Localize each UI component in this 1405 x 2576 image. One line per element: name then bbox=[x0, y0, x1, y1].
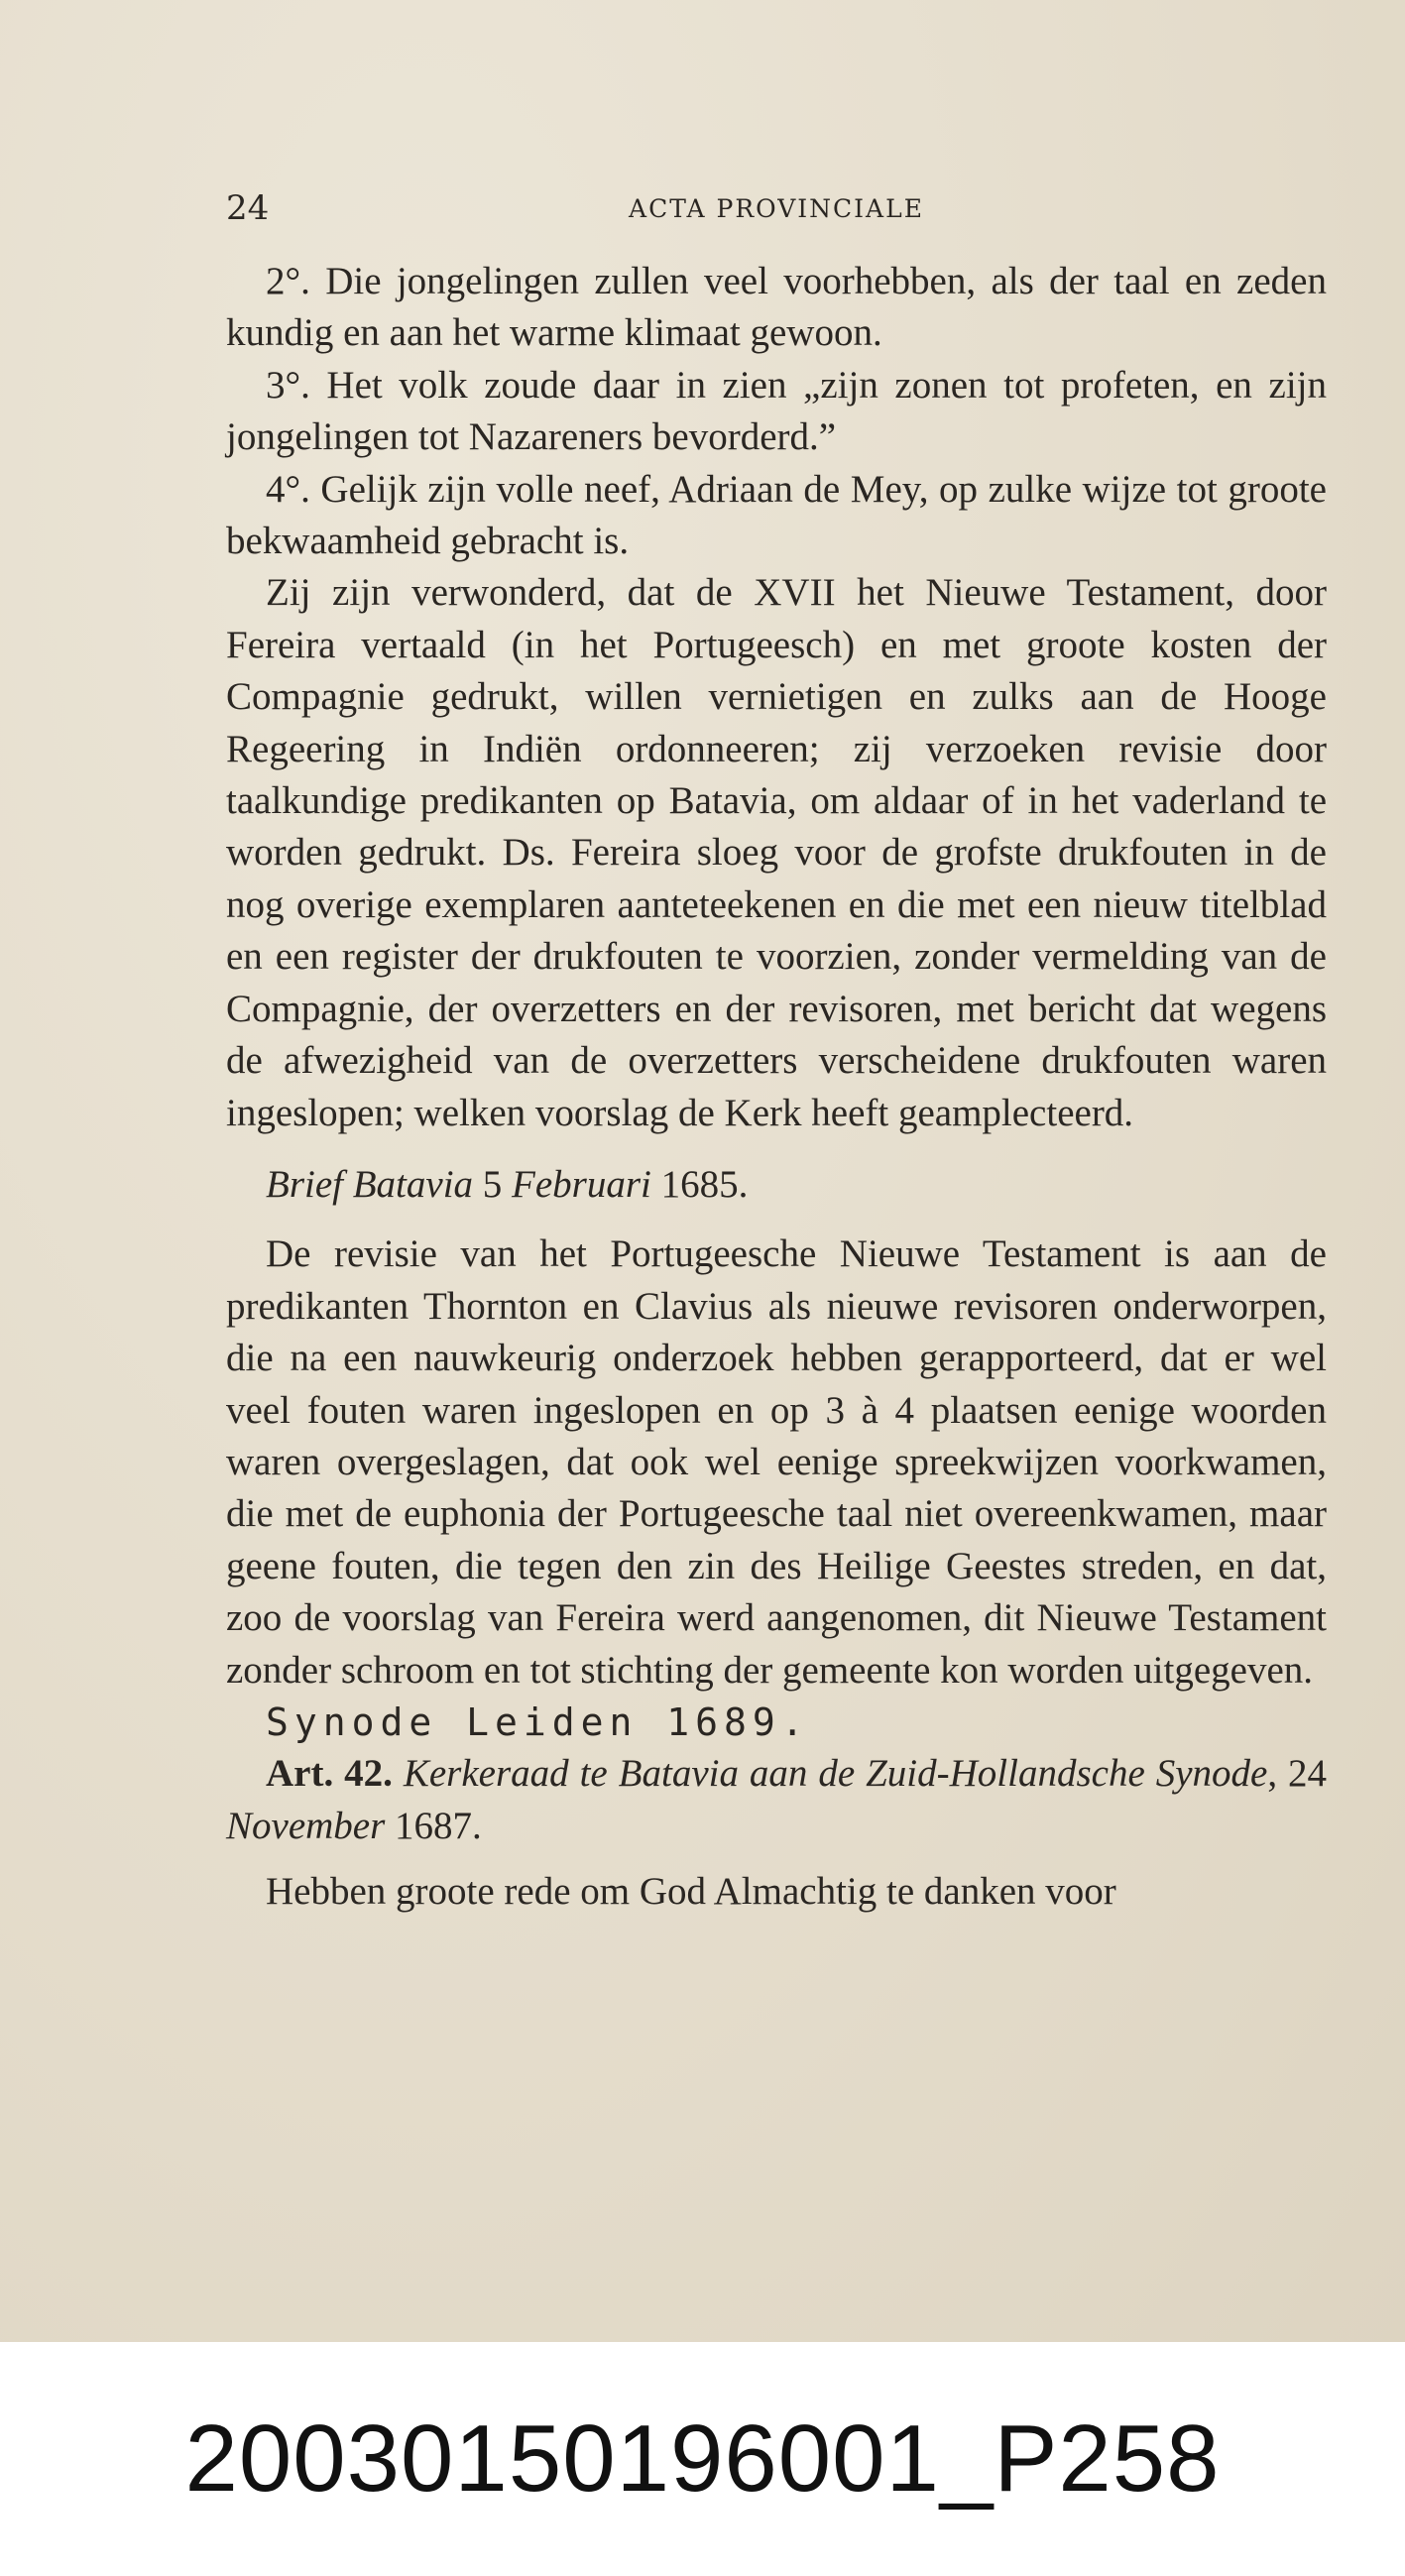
running-head bbox=[226, 188, 1327, 238]
letter-month: Februari bbox=[512, 1162, 651, 1206]
letter-day: 5 bbox=[473, 1162, 513, 1206]
scan-id-label: 20030150196001_P258 bbox=[0, 2342, 1405, 2576]
book-page bbox=[226, 188, 1327, 1919]
paragraph-last-line: Hebben groote rede om God Almachtig te danken voor bbox=[266, 1870, 1116, 1914]
paragraph-point-4: 4°. Gelijk zijn volle neef, Adriaan de Mey, op zulke wijze tot groote bekwaamheid gebracht is. bbox=[226, 467, 1327, 563]
running-title: ACTA PROVINCIALE bbox=[629, 194, 924, 223]
paragraph-revisie: De revisie van het Portugeesche Nieuwe Testament is aan de predikanten Thornton en Clavius als nieuwe revisoren onderworpen, die na een nauwkeurig onderzoek hebben gerapporteerd, dat er wel veel fouten waren ingeslopen en op 3 à 4 plaatsen eenige woorden waren overgeslagen, dat ook wel eenige spreekwijzen voorkwamen, die met de euphonia der Portugeesche taal niet overeenkwamen, maar geene fouten, die tegen den zin des Heilige Geestes streden, en dat, zoo de voorslag van Fereira werd aangenomen, dit Nieuwe Testament zonder schroom en tot stichting der gemeente kon worden uitgegeven. bbox=[226, 1232, 1327, 1692]
body-text bbox=[226, 256, 1327, 1919]
letter-heading bbox=[226, 1159, 1327, 1211]
letter-prefix: Brief Batavia bbox=[266, 1162, 474, 1206]
letter-year: 1685. bbox=[650, 1162, 749, 1206]
synod-heading: Synode Leiden 1689. bbox=[266, 1699, 810, 1744]
article-label: Art. 42. bbox=[266, 1752, 393, 1796]
article-heading bbox=[226, 1748, 1327, 1852]
page-number: 24 bbox=[226, 188, 270, 228]
article-month: November bbox=[226, 1804, 386, 1847]
article-title: Kerkeraad te Batavia aan de Zuid-Hollandsche Synode bbox=[403, 1752, 1268, 1796]
article-year: 1687. bbox=[385, 1804, 482, 1847]
paragraph-verwonderd: Zij zijn verwonderd, dat de XVII het Nieuwe Testament, door Fereira vertaald (in het Portugeesch) en met groote kosten der Compagnie gedrukt, willen vernietigen en zulks aan de Hooge Regeering in Indiën ordonneeren; zij verzoeken revisie door taalkundige predikanten op Batavia, om aldaar of in het vaderland te worden gedrukt. Ds. Fereira sloeg voor de grofste drukfouten in de nog overige exemplaren aanteteekenen en die met een nieuw titelblad en een register der drukfouten te voorzien, zonder vermelding van de Compagnie, der overzetters en der revisoren, met bericht dat wegens de afwezigheid van de overzetters verscheidene drukfouten waren ingeslopen; welken voorslag de Kerk heeft geamplecteerd. bbox=[226, 571, 1327, 1134]
paragraph-point-2: 2°. Die jongelingen zullen veel voorhebben, als der taal en zeden kundig en aan het warme klimaat gewoon. bbox=[226, 260, 1327, 355]
article-date-sep: , 24 bbox=[1267, 1752, 1328, 1796]
paragraph-point-3: 3°. Het volk zoude daar in zien „zijn zonen tot profeten, en zijn jongelingen tot Nazareners bevorderd.” bbox=[226, 363, 1327, 459]
